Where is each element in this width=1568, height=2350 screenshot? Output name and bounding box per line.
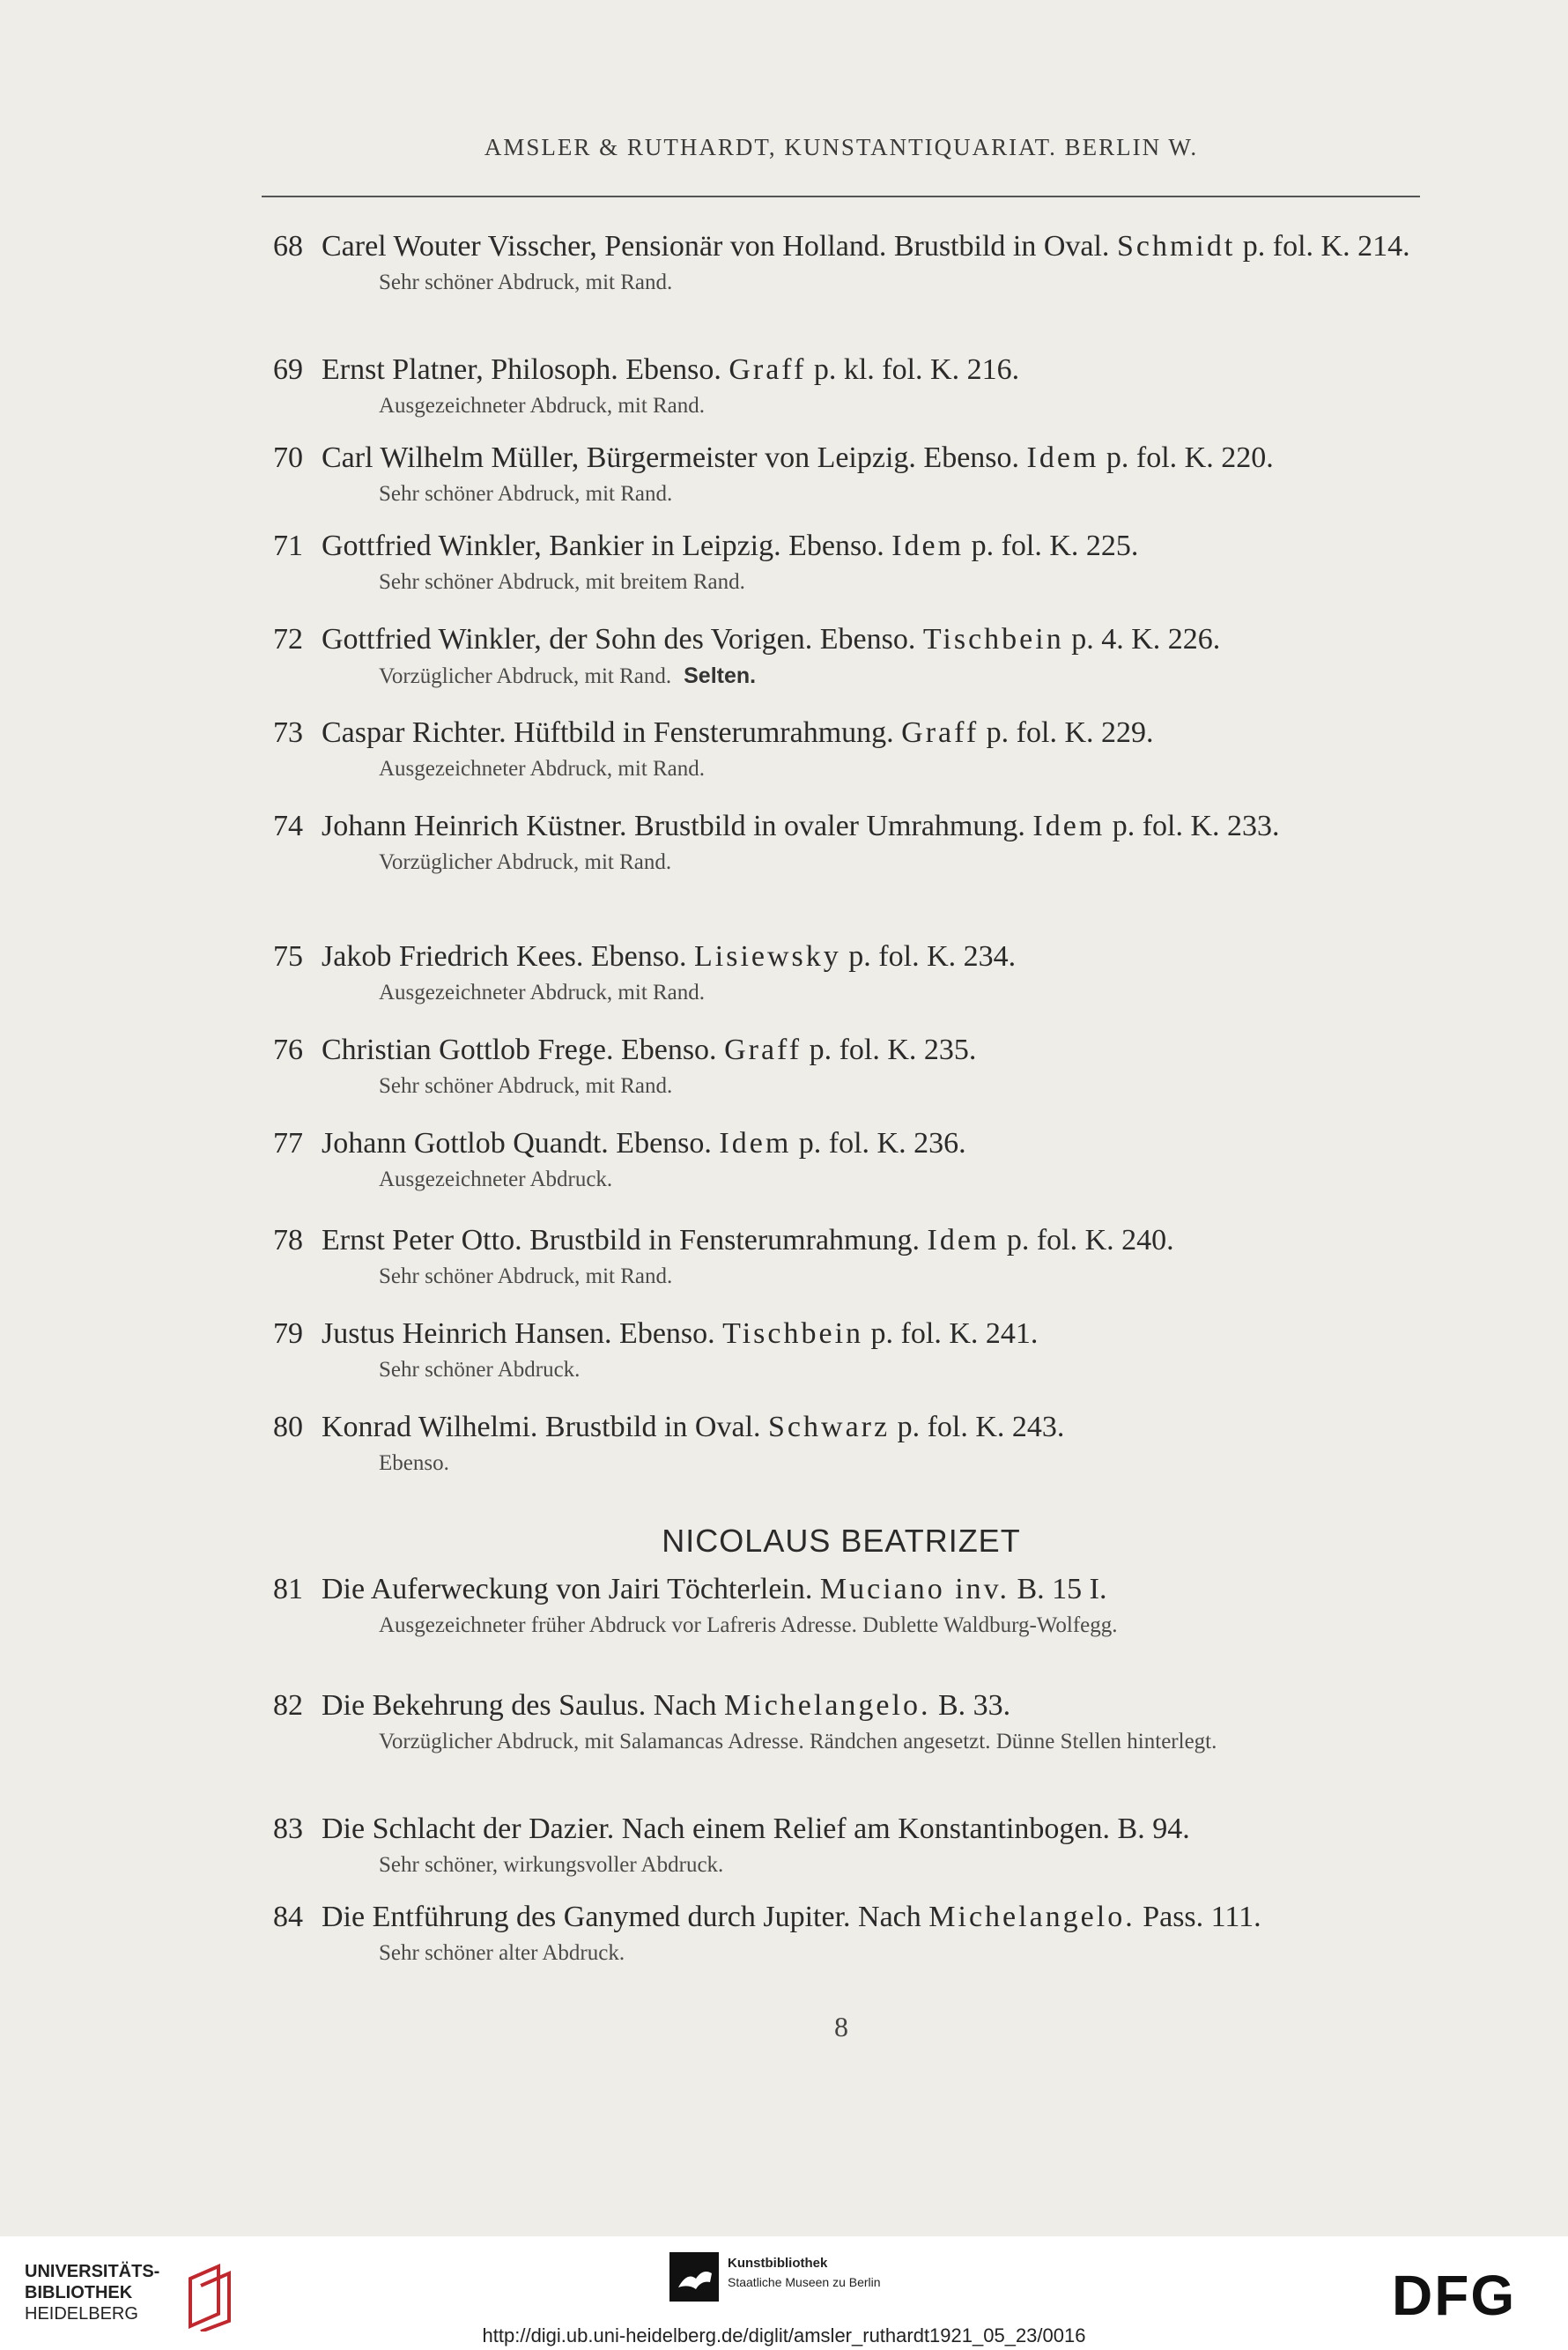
entry-text: Die Schlacht der Dazier. Nach einem Relief am Konstantinbogen. B. 94. [322,1813,1190,1845]
catalogue-entry-71 [273,527,1427,597]
entry-text: Gottfried Winkler, der Sohn des Vorigen. Ebenso. [322,623,916,656]
entry-artist: Idem [891,530,965,562]
catalogue-entry-80 [273,1408,1427,1479]
entry-text: Carl Wilhelm Müller, Bürgermeister von Leipzig. Ebenso. [322,441,1020,474]
entry-number: 79 [273,1317,303,1350]
entry-title [273,1570,1427,1609]
entry-note [273,661,1427,692]
entry-note: Sehr schöner Abdruck, mit Rand. [379,1074,673,1098]
entry-text: Gottfried Winkler, Bankier in Leipzig. Ebenso. [322,530,884,562]
entry-text: Konrad Wilhelmi. Brustbild in Oval. [322,1411,761,1443]
entry-artist: Graff [724,1034,802,1066]
entry-number: 76 [273,1034,303,1066]
entry-title [273,351,1427,389]
entry-text: Christian Gottlob Frege. Ebenso. [322,1034,717,1066]
catalogue-entry-83 [273,1810,1427,1880]
entry-number: 80 [273,1411,303,1443]
entry-number: 77 [273,1127,303,1160]
entry-title [273,1221,1427,1260]
catalogue-entry-69 [273,351,1427,421]
entry-note: Sehr schöner Abdruck. [379,1358,581,1382]
entry-title [273,1810,1427,1849]
entry-number: 70 [273,441,303,474]
entry-artist: Muciano inv. [819,1573,1010,1605]
entry-text: Johann Heinrich Küstner. Brustbild in ovaler Umrahmung. [322,810,1025,842]
entry-artist: Idem [927,1224,1000,1257]
rarity-label: Selten. [684,663,757,688]
entry-number: 72 [273,623,303,656]
running-head: AMSLER & RUTHARDT, KUNSTANTIQUARIAT. BERLIN W. [484,134,1199,160]
entry-text: Carel Wouter Visscher, Pensionär von Holland. Brustbild in Oval. [322,230,1110,263]
entry-artist: Schwarz [768,1411,891,1443]
catalogue-entry-78 [273,1221,1427,1292]
entry-artist: Idem [719,1127,792,1160]
entry-note: Ausgezeichneter früher Abdruck vor Lafreris Adresse. Dublette Waldburg-Wolfegg. [379,1613,1118,1637]
entry-ref: p. fol. K. 220. [1106,441,1274,474]
entry-number: 73 [273,716,303,749]
catalogue-entry-82 [273,1687,1427,1757]
entry-artist: Schmidt [1116,230,1236,263]
entry-note: Vorzüglicher Abdruck, mit Rand. [379,850,672,874]
entry-number: 81 [273,1573,303,1605]
entry-artist: Graff [901,716,980,749]
dfg-text: DFG [1392,2264,1517,2327]
entry-note: Sehr schöner Abdruck, mit Rand. [379,482,673,506]
catalogue-entry-73 [273,714,1427,784]
catalogue-entry-72 [273,620,1427,692]
entry-text: Jakob Friedrich Kees. Ebenso. [322,940,687,973]
entry-number: 74 [273,810,303,842]
uni-line-2: BIBLIOTHEK [25,2283,133,2302]
entry-text: Ernst Platner, Philosoph. Ebenso. [322,353,721,386]
entry-title [273,1687,1427,1725]
source-url[interactable]: http://digi.ub.uni-heidelberg.de/diglit/amsler_ruthardt1921_05_23/0016 [482,2324,1086,2346]
entry-title [273,807,1427,846]
entry-artist: Tischbein [922,623,1064,656]
entry-title [273,620,1427,659]
entry-title [273,1898,1427,1937]
entry-title [273,527,1427,566]
entry-title [273,1408,1427,1447]
entry-artist: Michelangelo. [724,1689,931,1722]
catalogue-entry-79 [273,1315,1427,1385]
entry-artist: Lisiewsky [694,940,841,973]
entry-note: Ebenso. [379,1451,449,1475]
entry-artist: Graff [729,353,807,386]
entry-note: Ausgezeichneter Abdruck, mit Rand. [379,394,706,418]
kb-title: Kunstbibliothek [728,2256,828,2271]
entry-title [273,1124,1427,1163]
entry-number: 75 [273,940,303,973]
entry-number: 78 [273,1224,303,1257]
entry-title [273,714,1427,752]
entry-text: Die Bekehrung des Saulus. Nach [322,1689,717,1722]
entry-note: Ausgezeichneter Abdruck, mit Rand. [379,981,706,1004]
library-mark-icon [183,2261,236,2331]
entry-artist: Idem [1032,810,1106,842]
entry-ref: p. fol. K. 243. [897,1411,1065,1443]
entry-title [273,227,1427,266]
catalogue-entry-70 [273,439,1427,509]
entry-artist: Michelangelo. [928,1901,1135,1933]
catalogue-entry-81 [273,1570,1427,1641]
entry-text: Johann Gottlob Quandt. Ebenso. [322,1127,712,1160]
entry-number: 69 [273,353,303,386]
entry-note: Sehr schöner Abdruck, mit Rand. [379,271,673,294]
entry-title [273,938,1427,976]
entry-text: Caspar Richter. Hüftbild in Fensterumrahmung. [322,716,894,749]
entry-artist: Tischbein [722,1317,864,1350]
catalogue-entry-76 [273,1031,1427,1101]
entry-text: Die Entführung des Ganymed durch Jupiter. Nach [322,1901,921,1933]
catalogue-entry-74 [273,807,1427,878]
entry-ref: p. fol. K. 236. [798,1127,966,1160]
digitization-footer [0,2236,1568,2350]
entry-ref: p. 4. K. 226. [1071,623,1221,656]
catalogue-entry-77 [273,1124,1427,1195]
entry-ref: B. 33. [937,1689,1011,1722]
catalogue-entry-75 [273,938,1427,1008]
entry-text: Die Auferweckung von Jairi Töchterlein. [322,1573,813,1605]
entry-note: Sehr schöner Abdruck, mit breitem Rand. [379,570,745,594]
kunstbibliothek-logo [669,2252,951,2314]
dfg-logo [1392,2263,1516,2328]
entry-title [273,1031,1427,1070]
section-heading: NICOLAUS BEATRIZET [662,1523,1021,1559]
entry-note: Sehr schöner alter Abdruck. [379,1941,625,1965]
entry-note: Vorzüglicher Abdruck, mit Salamancas Adresse. Rändchen angesetzt. Dünne Stellen hinterlegt. [379,1730,1217,1753]
entry-ref: p. kl. fol. K. 216. [813,353,1020,386]
entry-title [273,1315,1427,1353]
entry-ref: p. fol. K. 233. [1112,810,1280,842]
entry-number: 84 [273,1901,303,1933]
entry-ref: p. fol. K. 229. [986,716,1154,749]
entry-ref: p. fol. K. 225. [971,530,1139,562]
entry-note-text: Vorzüglicher Abdruck, mit Rand. [379,664,672,688]
entry-ref: p. fol. K. 234. [848,940,1017,973]
entry-note: Ausgezeichneter Abdruck, mit Rand. [379,757,706,781]
entry-ref: p. fol. K. 241. [870,1317,1039,1350]
catalogue-entry-84 [273,1898,1427,1968]
entry-text: Justus Heinrich Hansen. Ebenso. [322,1317,715,1350]
entry-number: 71 [273,530,303,562]
uni-line-1: UNIVERSITÄTS- [25,2262,160,2281]
entry-number: 68 [273,230,303,263]
eagle-icon [669,2252,719,2302]
entry-ref: p. fol. K. 214. [1242,230,1410,263]
entry-note: Sehr schöner, wirkungsvoller Abdruck. [379,1853,724,1877]
catalogue-entry-68 [273,227,1427,298]
header-rule [262,196,1420,197]
page-number: 8 [834,2011,848,2042]
entry-ref: p. fol. K. 240. [1006,1224,1174,1257]
entry-note: Ausgezeichneter Abdruck. [379,1168,613,1191]
entry-artist: Idem [1026,441,1099,474]
entry-note: Sehr schöner Abdruck, mit Rand. [379,1264,673,1288]
entry-title [273,439,1427,478]
entry-ref: p. fol. K. 235. [809,1034,977,1066]
entry-ref: B. 15 I. [1017,1573,1107,1605]
entry-number: 83 [273,1813,303,1845]
kb-subtitle: Staatliche Museen zu Berlin [728,2275,881,2289]
entry-number: 82 [273,1689,303,1722]
uni-line-3: HEIDELBERG [25,2304,138,2324]
entry-ref: Pass. 111. [1143,1901,1261,1933]
entry-text: Ernst Peter Otto. Brustbild in Fensterumrahmung. [322,1224,920,1257]
